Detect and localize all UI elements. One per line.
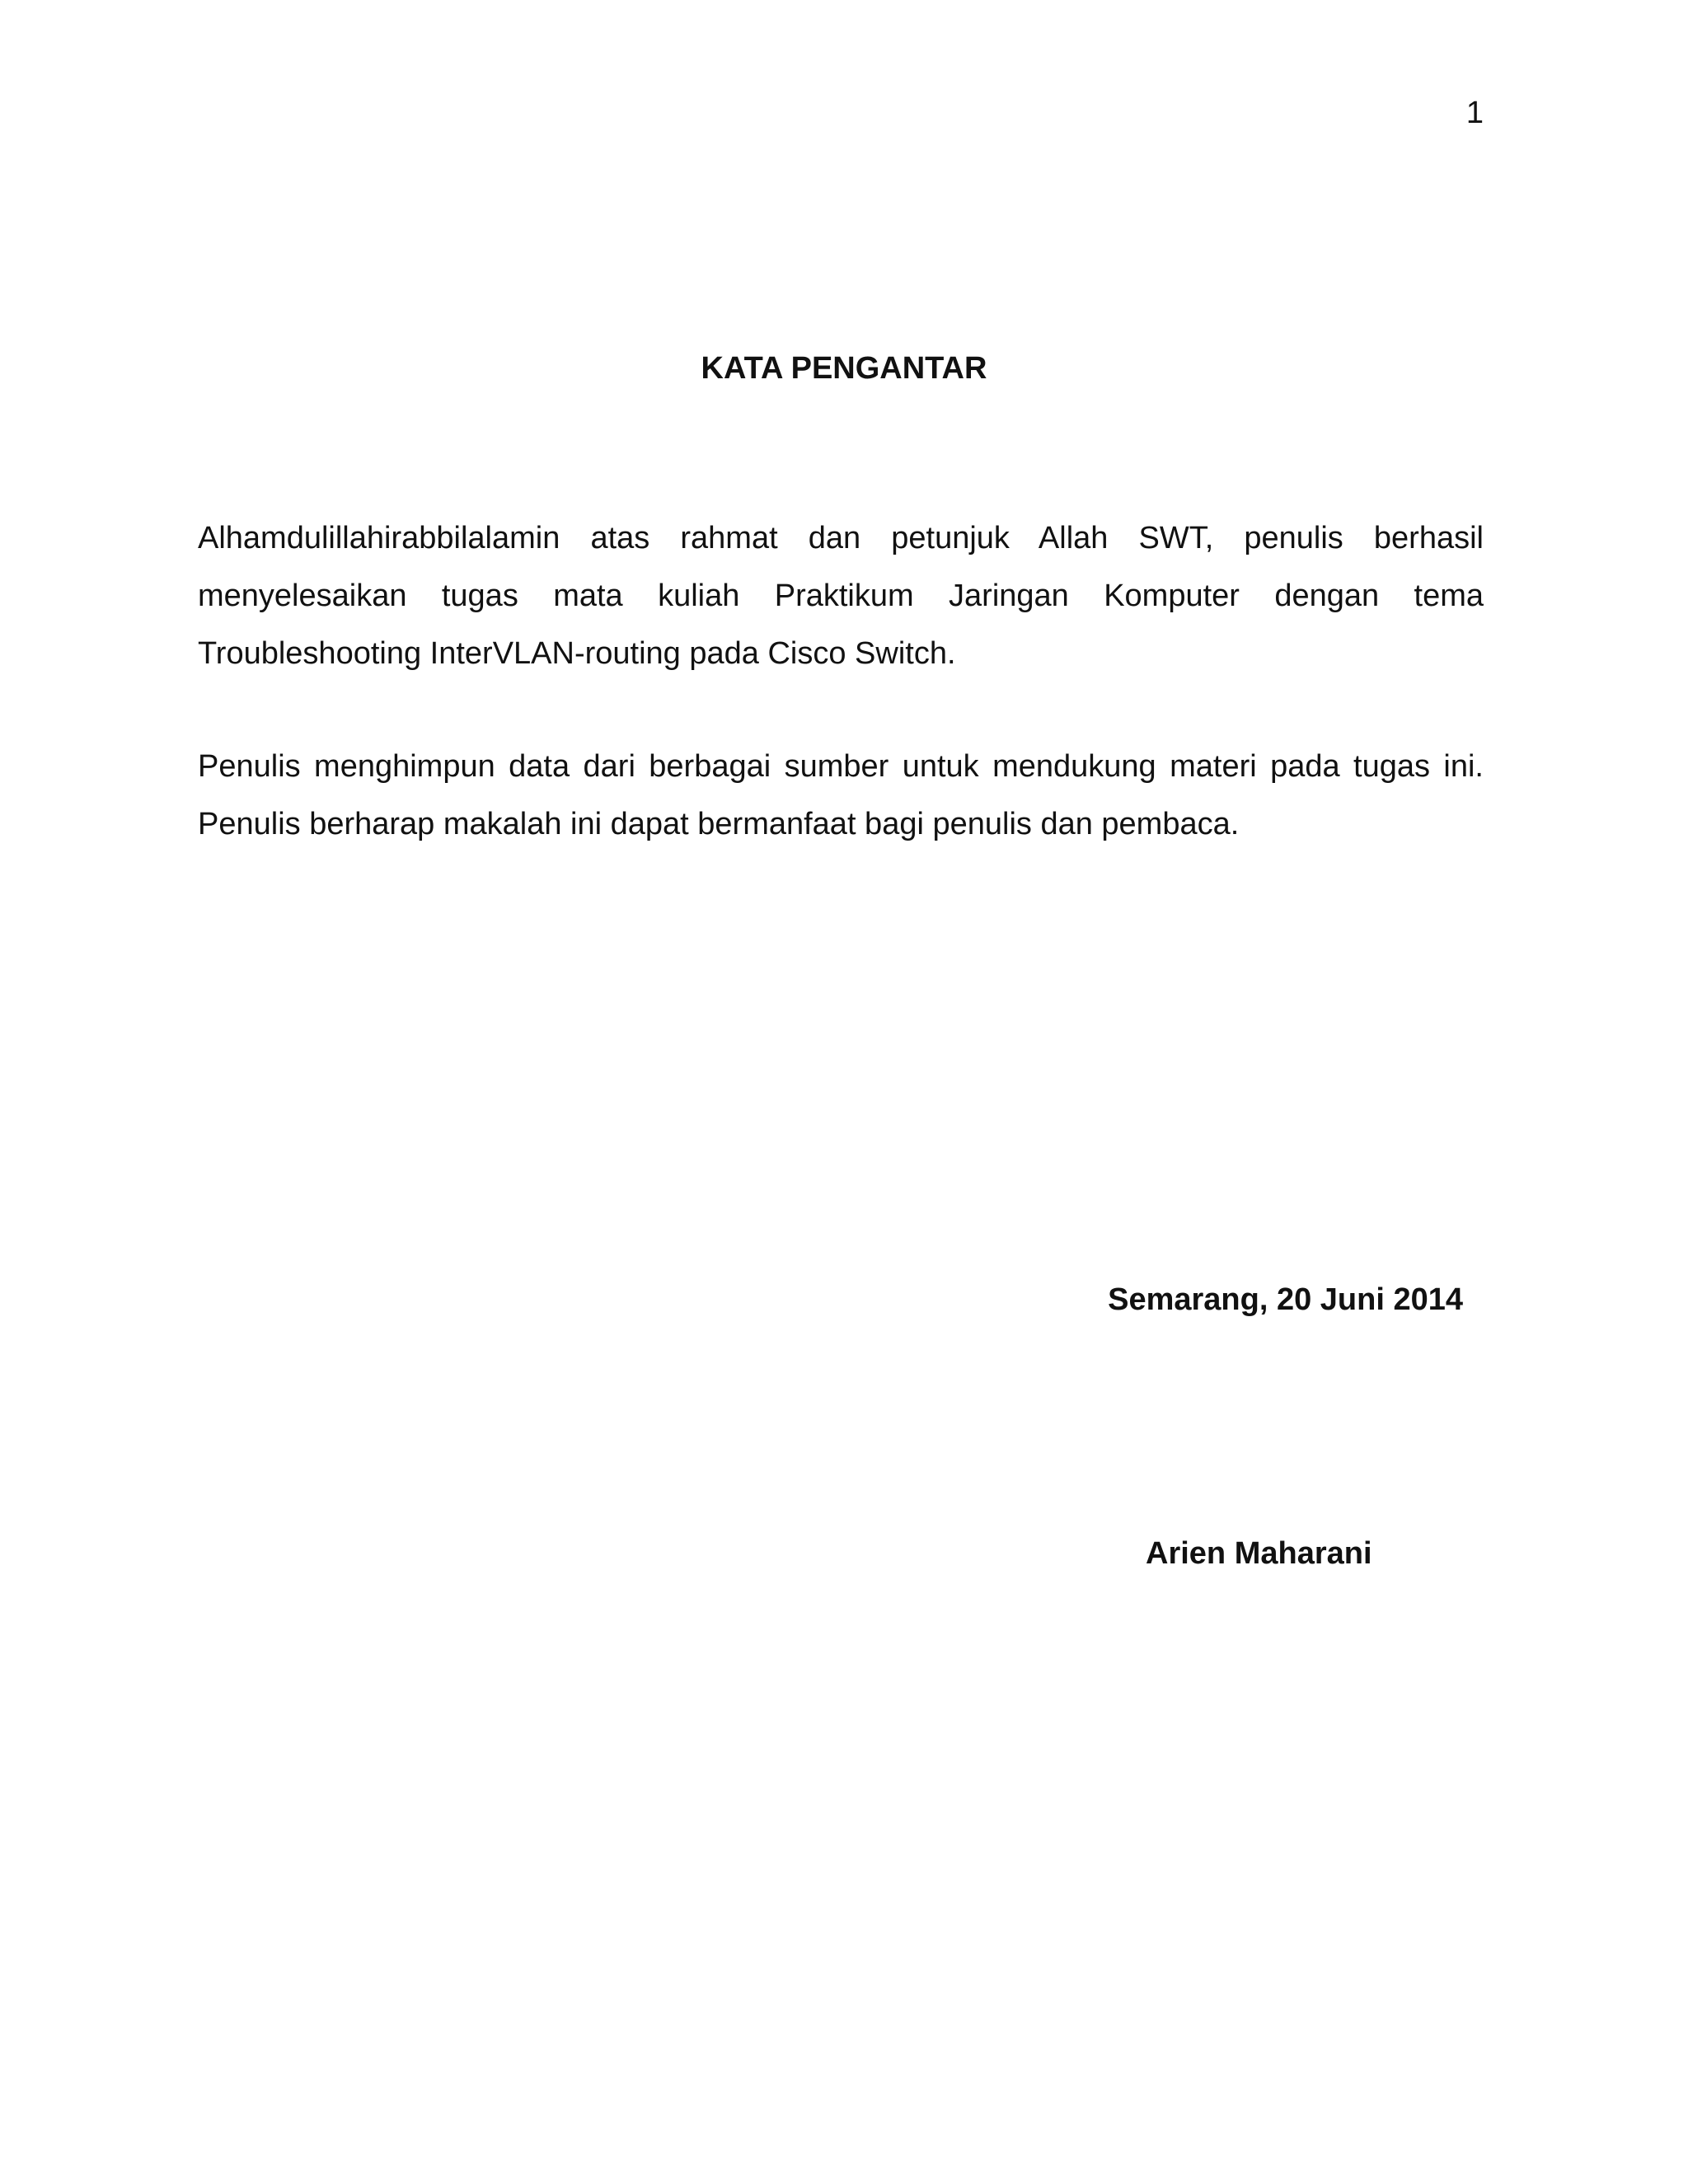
page-title: KATA PENGANTAR <box>701 351 987 386</box>
paragraph-closing: Penulis menghimpun data dari berbagai sumber untuk mendukung materi pada tugas ini. Penulis berharap makalah ini dapat bermanfaat bagi penulis dan pembaca. <box>198 749 1484 841</box>
page-number: 1 <box>1465 96 1484 130</box>
place-date: Semarang, 20 Juni 2014 <box>1108 1282 1463 1317</box>
author-name: Arien Maharani <box>1146 1536 1372 1571</box>
paragraph-opening: Alhamdulillahirabbilalamin atas rahmat dan petunjuk Allah SWT, penulis berhasil menyelesaikan tugas mata kuliah Praktikum Jaringan Komputer dengan tema Troubleshooting InterVLAN-routing pada Cisco Switch. <box>198 521 1484 671</box>
